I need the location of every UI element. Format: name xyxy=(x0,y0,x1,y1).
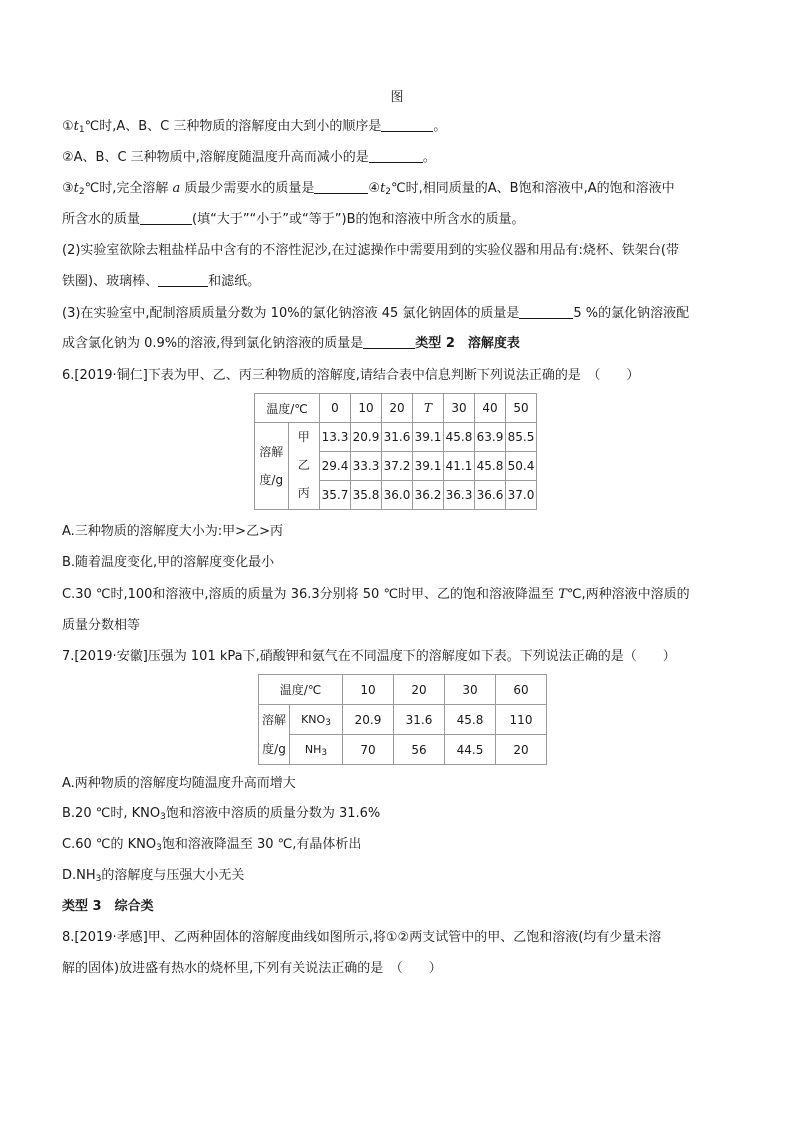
table-cell: 20 xyxy=(496,735,547,765)
table-cell: 36.3 xyxy=(444,481,475,510)
q8-stem-line2: 解的固体)放进盛有热水的烧杯里,下列有关说法正确的是 （ ） xyxy=(62,961,442,976)
temp-cell: 50 xyxy=(506,394,537,423)
table-cell: 33.3 xyxy=(351,452,382,481)
figure-caption: 图 xyxy=(390,90,404,105)
substance-name: $KNO_3$ xyxy=(290,705,343,735)
table-cell: 36.2 xyxy=(413,481,444,510)
table-header-row xyxy=(259,675,547,705)
q6-option-c: C.30 ℃时,100和溶液中,溶质的质量为 36.3分别将 50 ℃时甲、乙的饱和溶液降温至 T℃,两种溶液中溶质的 xyxy=(62,587,690,602)
temp-cell: 30 xyxy=(445,675,496,705)
answer-blank[interactable] xyxy=(140,210,192,225)
q5-item3-cont: 所含水的质量 (填“大于”“小于”或“等于”)B的饱和溶液中所含水的质量。 xyxy=(62,212,525,227)
substance-name: 丙 xyxy=(297,486,310,500)
row-label-cell: 溶解 度/g xyxy=(259,705,290,765)
table-cell: 50.4 xyxy=(506,452,537,481)
table-row xyxy=(259,735,547,765)
solubility-table-q6 xyxy=(254,393,537,510)
q6-option-c-cont: 质量分数相等 xyxy=(62,618,141,633)
q5-part3: (3)在实验室中,配制溶质质量分数为 10%的氯化钠溶液 45 氯化钠固体的质量是 5 %的氯化钠溶液配 xyxy=(62,306,690,321)
q5-item2: ②A、B、C 三种物质中,溶解度随温度升高而减小的是 。 xyxy=(62,150,436,165)
temp-header-cell: 温度/℃ xyxy=(259,675,343,705)
answer-blank[interactable] xyxy=(314,179,368,194)
temp-cell: 20 xyxy=(382,394,413,423)
answer-blank[interactable] xyxy=(363,334,415,349)
temp-cell: 0 xyxy=(320,394,351,423)
table-cell: 39.1 xyxy=(413,423,444,452)
section-heading-type3: 类型 3 综合类 xyxy=(62,899,154,914)
table-cell: 36.6 xyxy=(475,481,506,510)
table-cell: 35.7 xyxy=(320,481,351,510)
table-cell: 37.0 xyxy=(506,481,537,510)
q7-option-c: C.60 ℃的 $KNO_3$饱和溶液降温至 30 ℃,有晶体析出 xyxy=(62,837,362,853)
substance-name: 甲 xyxy=(297,430,310,444)
table-cell: 63.9 xyxy=(475,423,506,452)
table-cell: 31.6 xyxy=(394,705,445,735)
table-row xyxy=(259,705,547,735)
table-cell: 20.9 xyxy=(343,705,394,735)
temp-cell: 10 xyxy=(351,394,382,423)
answer-blank[interactable] xyxy=(519,304,573,319)
temp-cell: 30 xyxy=(444,394,475,423)
temp-cell: 20 xyxy=(394,675,445,705)
table-cell: 44.5 xyxy=(445,735,496,765)
q5-item1: $①t_1℃$时,A、B、C 三种物质的溶解度由大到小的顺序是 。 xyxy=(62,119,447,135)
table-cell: 85.5 xyxy=(506,423,537,452)
answer-blank[interactable] xyxy=(158,272,208,287)
table-cell: 35.8 xyxy=(351,481,382,510)
substance-name: $NH_3$ xyxy=(290,735,343,765)
temp-header-cell: 温度/℃ xyxy=(255,394,320,423)
answer-blank[interactable] xyxy=(381,117,433,132)
answer-blank[interactable] xyxy=(369,148,423,163)
table-cell: 36.0 xyxy=(382,481,413,510)
table-cell: 20.9 xyxy=(351,423,382,452)
table-cell: 70 xyxy=(343,735,394,765)
table-cell: 37.2 xyxy=(382,452,413,481)
temp-cell: 40 xyxy=(475,394,506,423)
temp-cell: 60 xyxy=(496,675,547,705)
solubility-table-q7 xyxy=(258,674,547,765)
q6-option-a: A.三种物质的溶解度大小为:甲>乙>丙 xyxy=(62,524,283,539)
temp-cell: 10 xyxy=(343,675,394,705)
table-header-row xyxy=(255,394,537,423)
table-cell: 39.1 xyxy=(413,452,444,481)
table-cell: 29.4 xyxy=(320,452,351,481)
q7-option-b: B.20 ℃时, $KNO_3$饱和溶液中溶质的质量分数为 31.6% xyxy=(62,806,381,822)
table-cell: 45.8 xyxy=(475,452,506,481)
substance-names-cell xyxy=(288,423,319,510)
q5-item3: $③t_2℃$时,完全溶解 a 质最少需要水的质量是 $④t_2℃$时,相同质量的A、B饱和溶液中,A的饱和溶液中 xyxy=(62,181,675,197)
table-cell: 45.8 xyxy=(445,705,496,735)
table-row xyxy=(255,423,537,452)
q5-part2: (2)实验室欲除去粗盐样品中含有的不溶性泥沙,在过滤操作中需要用到的实验仪器和用品有:烧杯、铁架台(带 xyxy=(62,243,679,258)
q5-part3-cont: 成含氯化钠为 0.9%的溶液,得到氯化钠溶液的质量是 类型 2 溶解度表 xyxy=(62,336,520,351)
q7-option-d: $D.NH_3$的溶解度与压强大小无关 xyxy=(62,868,245,884)
table-cell: 31.6 xyxy=(382,423,413,452)
row-label-cell: 溶解度/g xyxy=(255,423,289,510)
q7-stem: 7.[2019·安徽]压强为 101 kPa下,硝酸钾和氨气在不同温度下的溶解度如下表。下列说法正确的是（ ） xyxy=(62,649,676,664)
table-cell: 110 xyxy=(496,705,547,735)
table-cell: 45.8 xyxy=(444,423,475,452)
q6-option-b: B.随着温度变化,甲的溶解度变化最小 xyxy=(62,555,275,570)
table-cell: 41.1 xyxy=(444,452,475,481)
q6-stem: 6.[2019·铜仁]下表为甲、乙、丙三种物质的溶解度,请结合表中信息判断下列说法正确的是 （ ） xyxy=(62,368,640,383)
table-cell: 56 xyxy=(394,735,445,765)
section-heading-type2: 类型 2 溶解度表 xyxy=(415,336,520,351)
q5-part2-cont: 铁圈)、玻璃棒、 和滤纸。 xyxy=(62,274,261,289)
table-cell: 13.3 xyxy=(320,423,351,452)
substance-name: 乙 xyxy=(297,458,310,472)
q7-option-a: A.两种物质的溶解度均随温度升高而增大 xyxy=(62,776,296,791)
temp-cell: T xyxy=(413,394,444,423)
q8-stem-line1: 8.[2019·孝感]甲、乙两种固体的溶解度曲线如图所示,将①②两支试管中的甲、乙饱和溶液(均有少量未溶 xyxy=(62,930,662,945)
